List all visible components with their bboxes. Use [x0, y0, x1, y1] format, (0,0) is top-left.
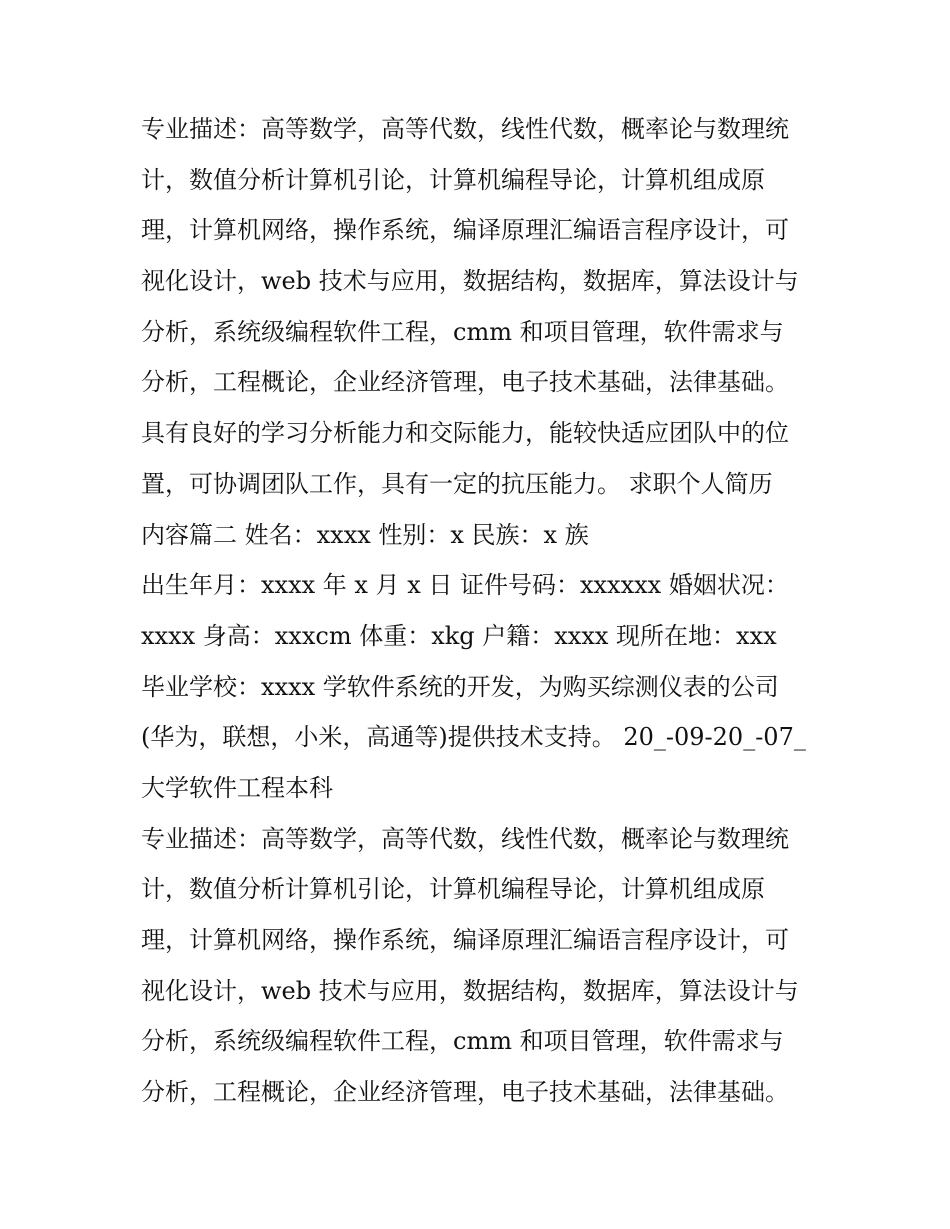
text-line: 计，数值分析计算机引论，计算机编程导论，计算机组成原 [141, 165, 765, 194]
text-line: 置，可协调团队工作，具有一定的抗压能力。 求职个人简历 [141, 469, 773, 498]
text-line: 分析，工程概论，企业经济管理，电子技术基础，法律基础。 [141, 1078, 789, 1107]
text-line: xxxx 身高：xxxcm 体重：xkg 户籍：xxxx 现所在地：xxx [141, 621, 777, 650]
text-line: 计，数值分析计算机引论，计算机编程导论，计算机组成原 [141, 875, 765, 904]
text-line: 理，计算机网络，操作系统，编译原理汇编语言程序设计，可 [141, 926, 789, 954]
text-line: 理，计算机网络，操作系统，编译原理汇编语言程序设计，可 [141, 216, 789, 245]
document-body [141, 104, 821, 1118]
text-line: 专业描述：高等数学，高等代数，线性代数，概率论与数理统 [141, 824, 789, 853]
text-line: 分析，系统级编程软件工程，cmm 和项目管理，软件需求与 [141, 1027, 784, 1056]
text-line: 具有良好的学习分析能力和交际能力，能较快适应团队中的位 [141, 419, 789, 448]
text-line: 专业描述：高等数学，高等代数，线性代数，概率论与数理统 [141, 115, 789, 143]
text-line: 分析，工程概论，企业经济管理，电子技术基础，法律基础。 [141, 368, 789, 397]
text-line: 出生年月：xxxx 年 x 月 x 日 证件号码：xxxxxx 婚姻状况： [141, 571, 789, 600]
text-line: 视化设计，web 技术与应用，数据结构，数据库，算法设计与 [141, 976, 799, 1005]
text-line: (华为，联想，小米，高通等)提供技术支持。 20_-09-20_-07_ [141, 723, 806, 752]
text-line: 视化设计，web 技术与应用，数据结构，数据库，算法设计与 [141, 267, 799, 296]
text-line: 毕业学校：xxxx 学软件系统的开发，为购买综测仪表的公司 [141, 672, 779, 701]
text-line: 大学软件工程本科 [141, 773, 333, 802]
text-line: 内容篇二 姓名：xxxx 性别：x 民族：x 族 [141, 520, 589, 549]
text-line: 分析，系统级编程软件工程，cmm 和项目管理，软件需求与 [141, 317, 784, 346]
